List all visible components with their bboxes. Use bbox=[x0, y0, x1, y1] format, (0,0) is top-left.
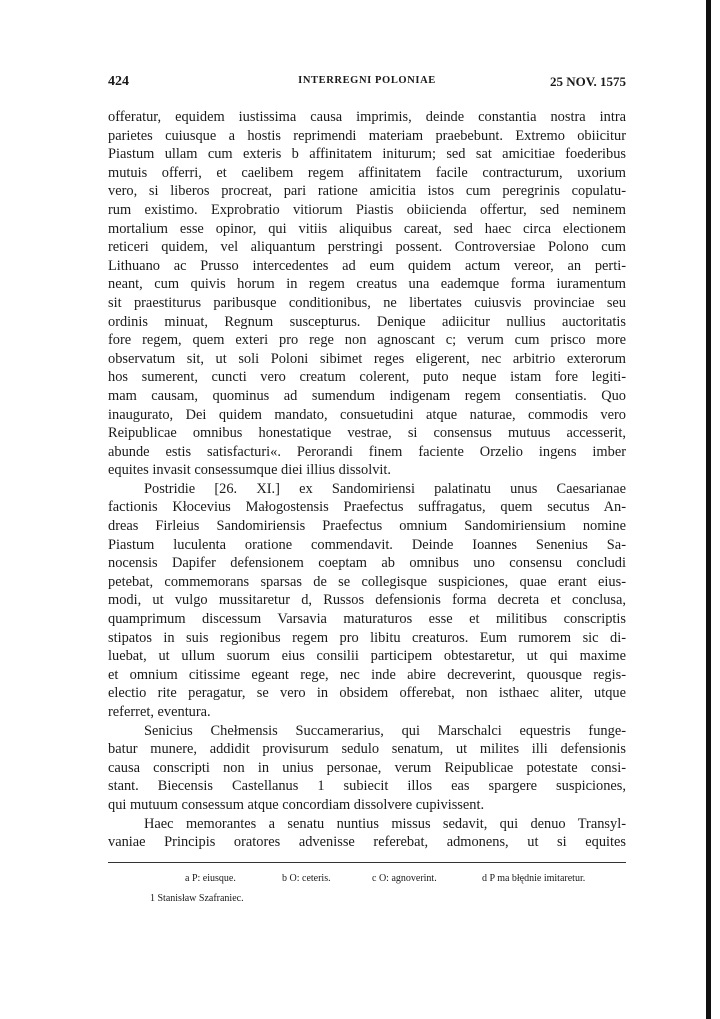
paragraph-start: Haec memorantes a senatu nuntius missus sedavit, qui denuo Transyl- bbox=[144, 815, 626, 832]
text-line: et omnium citissime egeant rege, nec inde abire decreverint, quousque regis- bbox=[108, 666, 626, 683]
text-line: offeratur, equidem iustissima causa imprimis, deinde constantia nostra intra bbox=[108, 109, 626, 125]
text-line: Piastum ullam cum exteris b affinitatem initurum; sed sat amicitiae foederibus bbox=[108, 146, 626, 163]
text-line: referret, eventura. bbox=[108, 704, 211, 720]
text-line: petebat, commemorans sparsas de se collegisque suspiciones, quae erant eius- bbox=[108, 573, 626, 590]
text-line: hos sumerent, cuncti vero creatum colerent, puto neque istam fore legiti- bbox=[108, 369, 626, 386]
text-line: observatum sit, ut soli Poloni sibimet reges eligerent, nec arbitrio exterorum bbox=[108, 350, 626, 367]
right-edge-rule bbox=[706, 0, 711, 1019]
footnote-separator bbox=[108, 862, 626, 863]
text-line: vaniae Principis oratores advenisse referebat, admonens, ut si equites bbox=[108, 834, 626, 851]
text-line: fore regem, quem exteri pro rege non agnoscant c; verum cum prisco more bbox=[108, 332, 626, 349]
footnote-d: d P ma błędnie imitaretur. bbox=[482, 873, 586, 884]
text-line: luebat, ut ullum suorum eius consilii participem obtestaretur, ut qui maxime bbox=[108, 648, 626, 665]
footnote-1: 1 Stanisław Szafraniec. bbox=[150, 893, 244, 904]
text-line: nocensis Dapifer defensionem coeptam ab omnibus uno consensu concludi bbox=[108, 555, 626, 572]
page-number: 424 bbox=[108, 74, 129, 89]
text-line: Reipublicae omnibus honestatique vestrae, si consensus mutuus accesserit, bbox=[108, 425, 626, 442]
text-line: mutuis offerri, et caelibem regem affinitatem facile contracturum, uxorium bbox=[108, 164, 626, 181]
text-line: stipatos in suis regionibus regem pro libitu creaturos. Eum rumorem sic di- bbox=[108, 629, 626, 646]
text-line: neant, cum quivis horum in regem creatus una eademque forma iuramentum bbox=[108, 276, 626, 293]
text-line: quamprimum discessum Varsavia maturaturos esse et militibus conscriptis bbox=[108, 611, 626, 628]
text-line: electio rite peragatur, se vero in obsidem offerebat, non isthaec aliter, utque bbox=[108, 685, 626, 702]
text-line: equites invasit consessumque diei illius dissolvit. bbox=[108, 462, 391, 479]
text-line: mortalium esse opinor, qui vitiis aliquibus careat, sed haec circa electionem bbox=[108, 220, 626, 237]
footnote-b: b O: ceteris. bbox=[282, 873, 331, 884]
footnote-a: a P: eiusque. bbox=[185, 873, 236, 884]
running-header bbox=[108, 74, 626, 94]
text-line: Lithuano ac Prusso intercedentes ad eum quidem actum vereor, an perti- bbox=[108, 257, 626, 274]
text-line: modi, ut vulgo mussitaretur d, Russos defensionis forma decreta et conclusa, bbox=[108, 592, 626, 609]
paragraph-start: Senicius Chełmensis Succamerarius, qui Marschalci equestris funge- bbox=[144, 722, 626, 739]
text-line: parietes cuiusque a hostis reprimendi materiam praebebunt. Extremo obiicitur bbox=[108, 127, 626, 144]
text-line: factionis Kłocevius Małogostensis Praefectus suffragatus, quem secutus An- bbox=[108, 499, 626, 516]
text-line: vero, si liberos procreat, pari ratione amicitia istos cum peregrinis copulatu- bbox=[108, 183, 626, 200]
paragraph-start: Postridie [26. XI.] ex Sandomiriensi palatinatu unus Caesarianae bbox=[144, 480, 626, 497]
header-date: 25 NOV. 1575 bbox=[550, 74, 626, 89]
text-line: stant. Biecensis Castellanus 1 subiecit illos eas spargere suspiciones, bbox=[108, 778, 626, 795]
running-title: INTERREGNI POLONIAE bbox=[298, 75, 436, 86]
text-line: qui mutuum consessum atque concordiam dissolvere cupivissent. bbox=[108, 796, 485, 813]
text-line: sit praestiturus paribusque conditionibus, ne libertates cuiusvis provinciae seu bbox=[108, 294, 626, 311]
text-line: rum existimo. Exprobratio vitiorum Piastis obiicienda offertur, sed neminem bbox=[108, 201, 626, 218]
text-line: abunde estis satisfacturi«. Perorandi finem faciente Orzelio ingens imber bbox=[108, 443, 626, 460]
main-text bbox=[108, 108, 626, 852]
text-line: inaugurato, Dei quidem mandato, consuetudini atque naturae, commodis vero bbox=[108, 406, 626, 423]
text-line: mam causam, quominus ad sumendum indigenam regem consentiatis. Quo bbox=[108, 387, 626, 404]
text-line: batur munere, addidit provisurum sedulo senatum, ut milites illi defensionis bbox=[108, 741, 626, 758]
text-line: causa conscripti non in unius personae, verum Reipublicae potestate consi- bbox=[108, 759, 626, 776]
text-line: reticeri quidem, vel aliquantum perstringi possent. Controversiae Polono cum bbox=[108, 239, 626, 256]
text-line: dreas Firleius Sandomiriensis Praefectus omnium Sandomiriensium nomine bbox=[108, 518, 626, 535]
text-line: ordinis minuat, Regnum suscepturus. Denique adiicitur nullius auctoritatis bbox=[108, 313, 626, 330]
text-line: Piastum luculenta oratione commendavit. Deinde Ioannes Senenius Sa- bbox=[108, 536, 626, 553]
footnote-c: c O: agnoverint. bbox=[372, 873, 437, 884]
